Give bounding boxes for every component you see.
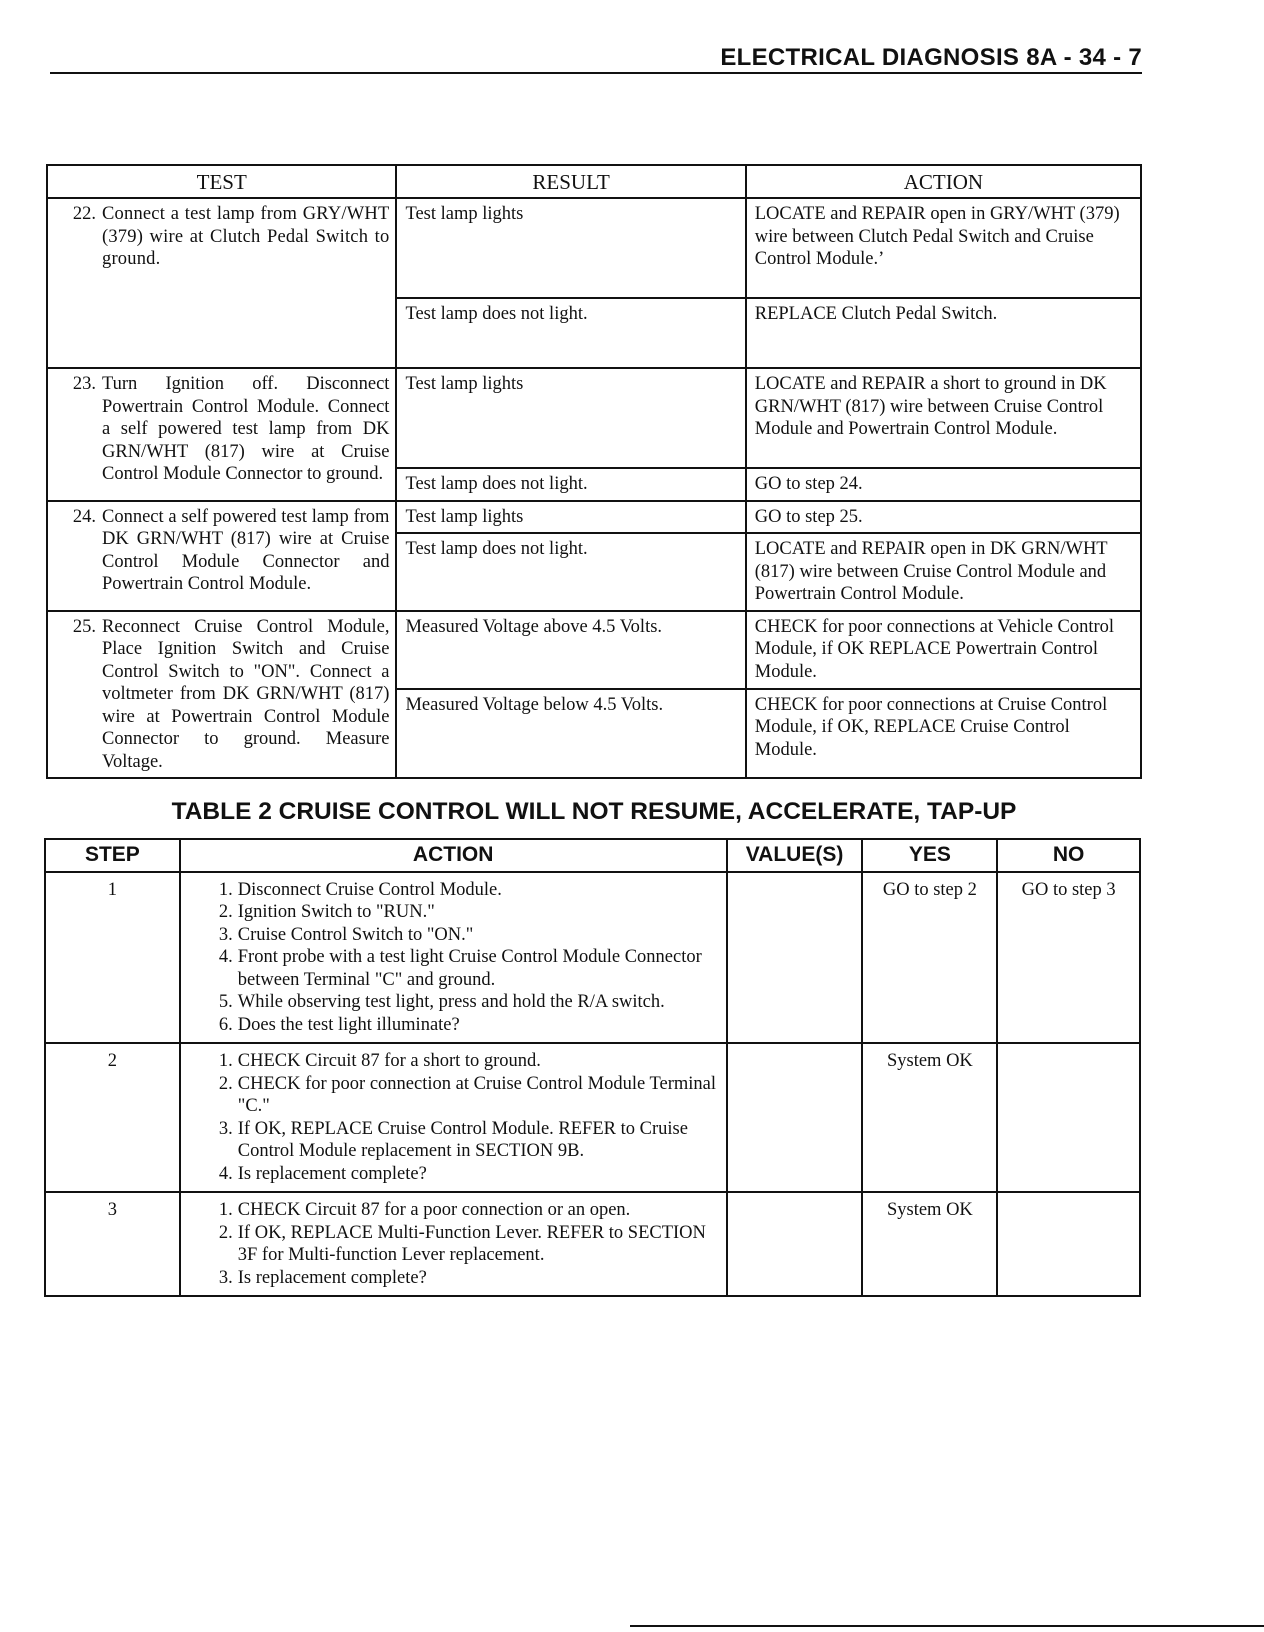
action-list: [187, 1050, 720, 1185]
list-item: 2. Ignition Switch to "RUN.": [218, 902, 435, 922]
page-header: ELECTRICAL DIAGNOSIS 8A - 34 - 7: [720, 44, 1142, 71]
list-item: 6. Does the test light illuminate?: [218, 1014, 460, 1035]
list-item: 3. If OK, REPLACE Cruise Control Module. REFER to Cruise Control Module replacement in SECTION 9B.: [218, 1118, 688, 1161]
action-cell: [180, 1043, 727, 1192]
result-cell: Test lamp does not light.: [396, 533, 745, 611]
no-cell: [997, 1192, 1140, 1296]
list-item: 4. Is replacement complete?: [218, 1163, 427, 1184]
table-row: [45, 872, 1140, 1044]
table-row: [47, 198, 1141, 298]
table-row: [45, 1192, 1140, 1296]
table-row: [47, 501, 1141, 534]
action-cell: GO to step 24.: [746, 468, 1141, 501]
no-cell: GO to step 3: [997, 872, 1140, 1044]
test-cell: [47, 198, 396, 368]
result-cell: Test lamp lights: [396, 501, 745, 534]
test-text: Connect a test lamp from GRY/WHT (379) wire at Clutch Pedal Switch to ground.: [102, 204, 390, 269]
list-item: 1. CHECK Circuit 87 for a short to ground.: [218, 1051, 541, 1071]
yes-cell: System OK: [862, 1192, 997, 1296]
header-no: NO: [997, 839, 1140, 872]
table-row: [47, 611, 1141, 689]
result-cell: Test lamp lights: [396, 368, 745, 468]
step-number: 3: [45, 1192, 180, 1296]
values-cell: [727, 1192, 863, 1296]
action-cell: [180, 1192, 727, 1296]
header-step: STEP: [45, 839, 180, 872]
yes-cell: System OK: [862, 1043, 997, 1192]
yes-cell: GO to step 2: [862, 872, 997, 1044]
list-item: 1. CHECK Circuit 87 for a poor connection or an open.: [218, 1200, 631, 1220]
result-cell: Measured Voltage below 4.5 Volts.: [396, 689, 745, 779]
header-action: ACTION: [180, 839, 727, 872]
result-cell: Test lamp does not light.: [396, 468, 745, 501]
list-item: 4. Front probe with a test light Cruise Control Module Connector between Terminal "C" and ground.: [218, 947, 702, 990]
diagnostic-table-2: [44, 838, 1141, 1297]
test-text: Connect a self powered test lamp from DK GRN/WHT (817) wire at Cruise Control Module Connector and Powertrain Control Module.: [102, 506, 390, 594]
step-number: 22.: [72, 204, 96, 224]
step-number: 24.: [72, 506, 96, 527]
result-cell: Test lamp does not light.: [396, 298, 745, 368]
header-test: TEST: [47, 165, 396, 198]
action-cell: CHECK for poor connections at Cruise Control Module, if OK, REPLACE Cruise Control Module.: [746, 689, 1141, 779]
test-text: Reconnect Cruise Control Module, Place Ignition Switch and Cruise Control Switch to "ON". Connect a voltmeter from DK GRN/WHT (817) wire at Powertrain Control Module Connector to ground. Measure Voltage.: [102, 616, 390, 772]
list-item: 3. Cruise Control Switch to "ON.": [218, 924, 474, 945]
values-cell: [727, 872, 863, 1044]
list-item: 2. If OK, REPLACE Multi-Function Lever. REFER to SECTION 3F for Multi-function Lever replacement.: [218, 1222, 706, 1265]
result-cell: Measured Voltage above 4.5 Volts.: [396, 611, 745, 689]
test-cell: [47, 611, 396, 779]
result-cell: Test lamp lights: [396, 198, 745, 298]
table-row: [45, 1043, 1140, 1192]
step-number: 1: [45, 872, 180, 1044]
test-cell: [47, 368, 396, 501]
action-list: [187, 1199, 720, 1289]
action-cell: CHECK for poor connections at Vehicle Control Module, if OK REPLACE Powertrain Control Module.: [746, 611, 1141, 689]
step-number: 25.: [72, 616, 96, 637]
action-cell: REPLACE Clutch Pedal Switch.: [746, 298, 1141, 368]
list-item: 2. CHECK for poor connection at Cruise Control Module Terminal "C.": [218, 1073, 717, 1116]
header-result: RESULT: [396, 165, 745, 198]
action-cell: LOCATE and REPAIR open in DK GRN/WHT (817) wire between Cruise Control Module and Powertrain Control Module.: [746, 533, 1141, 611]
test-cell: [47, 501, 396, 611]
action-cell: LOCATE and REPAIR open in GRY/WHT (379) wire between Clutch Pedal Switch and Cruise Control Module.ʼ: [746, 198, 1141, 298]
footer-rule: [630, 1625, 1264, 1627]
step-number: 2: [45, 1043, 180, 1192]
action-cell: LOCATE and REPAIR a short to ground in DK GRN/WHT (817) wire between Cruise Control Module and Powertrain Control Module.: [746, 368, 1141, 468]
action-list: [187, 879, 720, 1037]
test-text: Turn Ignition off. Disconnect Powertrain Control Module. Connect a self powered test lamp from DK GRN/WHT (817) wire at Cruise Control Module Connector to ground.: [102, 374, 390, 484]
list-item: 3. Is replacement complete?: [218, 1267, 427, 1288]
table-2-title: TABLE 2 CRUISE CONTROL WILL NOT RESUME, ACCELERATE, TAP-UP: [171, 798, 1017, 825]
no-cell: [997, 1043, 1140, 1192]
table-row: [47, 368, 1141, 468]
action-cell: [180, 872, 727, 1044]
header-values: VALUE(S): [727, 839, 863, 872]
header-rule: [50, 72, 1142, 74]
step-number: 23.: [72, 374, 96, 394]
values-cell: [727, 1043, 863, 1192]
action-cell: GO to step 25.: [746, 501, 1141, 534]
header-action: ACTION: [746, 165, 1141, 198]
list-item: 5. While observing test light, press and hold the R/A switch.: [218, 992, 665, 1012]
diagnostic-table-1: [46, 164, 1142, 779]
header-yes: YES: [862, 839, 997, 872]
list-item: 1. Disconnect Cruise Control Module.: [218, 879, 502, 900]
